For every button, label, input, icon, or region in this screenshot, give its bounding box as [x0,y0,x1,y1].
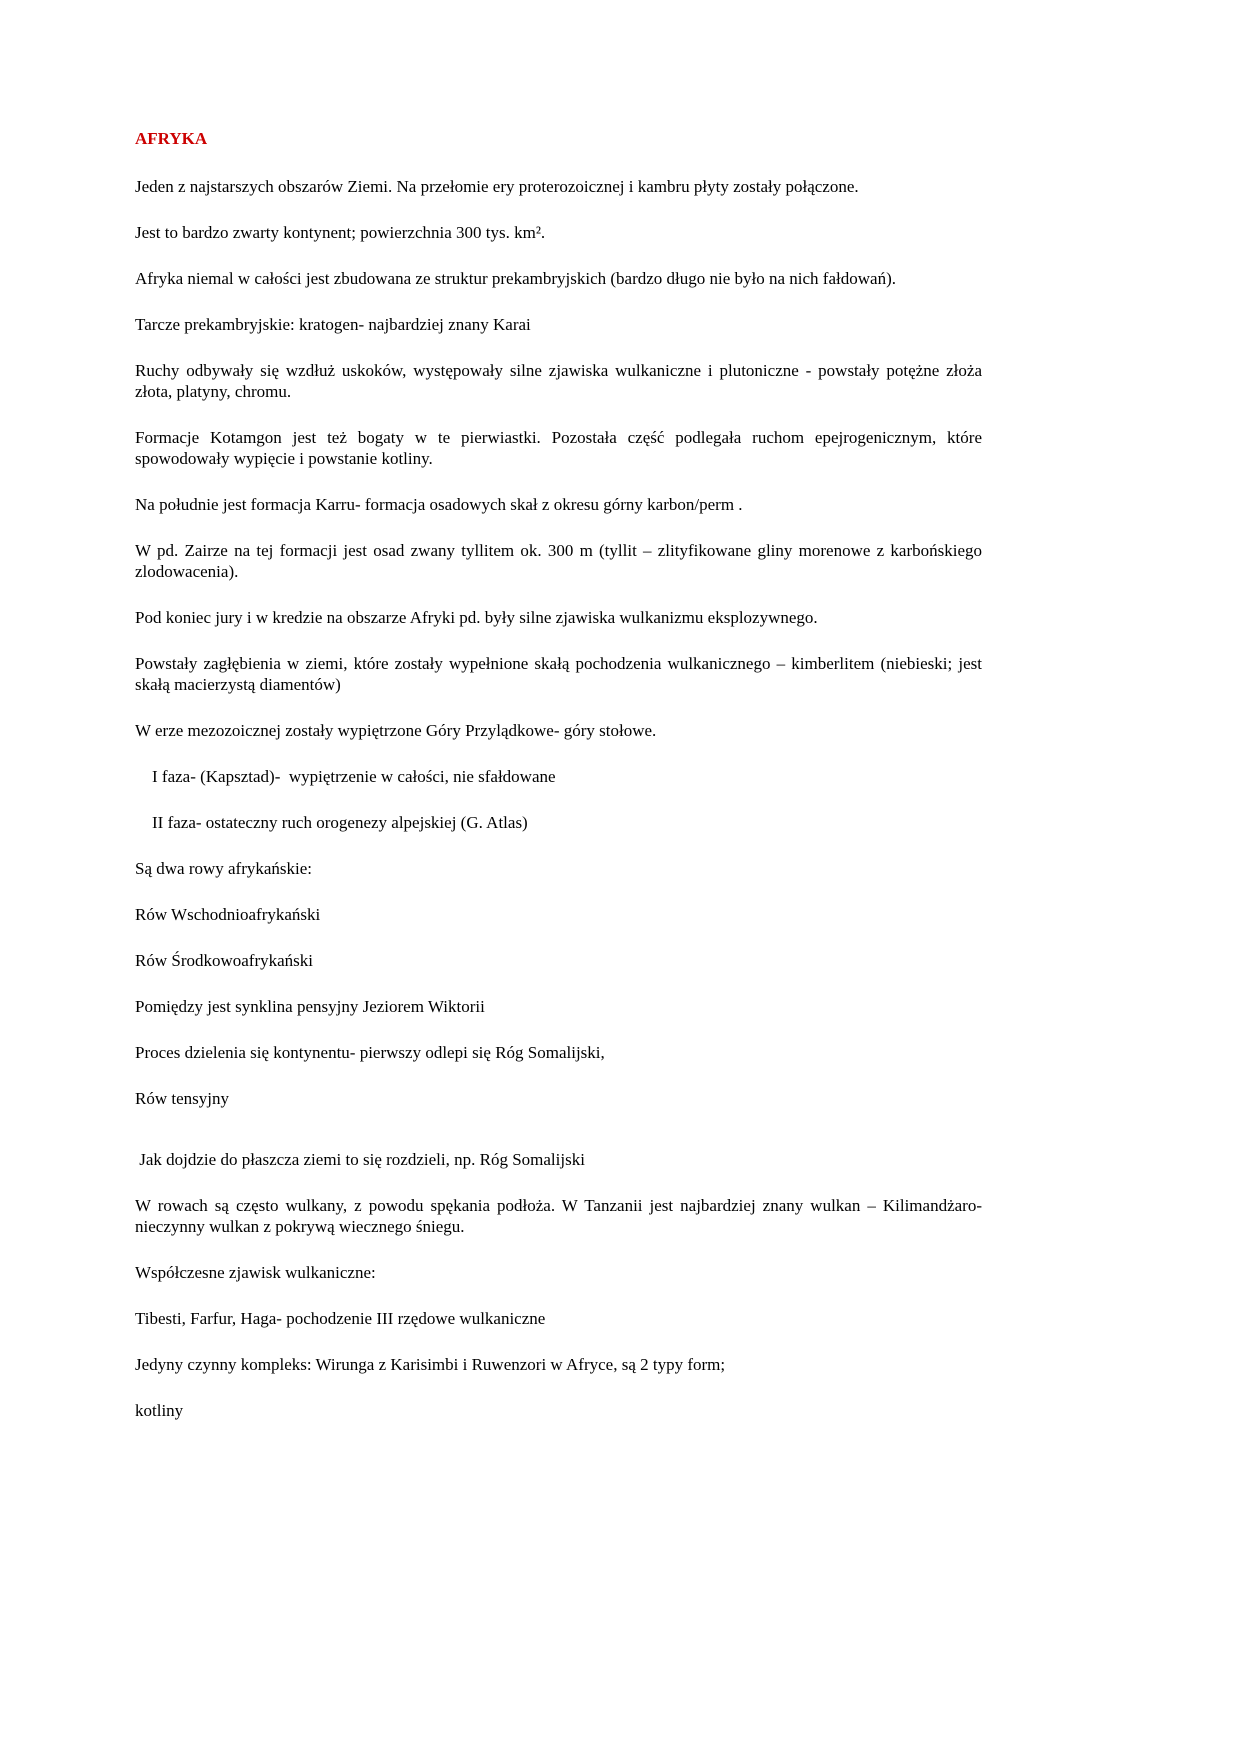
paragraph: Proces dzielenia się kontynentu- pierwszy odlepi się Róg Somalijski, [135,1043,605,1062]
paragraph: kotliny [135,1401,184,1420]
document-body [135,176,987,1421]
paragraph: Jeden z najstarszych obszarów Ziemi. Na przełomie ery proterozoicznej i kambru płyty zostały połączone. [135,177,859,196]
paragraph: Jedyny czynny kompleks: Wirunga z Karisimbi i Ruwenzori w Afryce, są 2 typy form; [135,1355,726,1374]
paragraph: Afryka niemal w całości jest zbudowana ze struktur prekambryjskich (bardzo długo nie było na nich fałdowań). [135,269,896,288]
paragraph: Tarcze prekambryjskie: kratogen- najbardziej znany Karai [135,315,531,334]
paragraph: Formacje Kotamgon jest też bogaty w te pierwiastki. Pozostała część podlegała ruchom epejrogenicznym, które spowodowały wypięcie i powstanie kotliny. [135,428,987,468]
paragraph: Powstały zagłębienia w ziemi, które zostały wypełnione skałą pochodzenia wulkanicznego – kimberlitem (niebieski; jest skałą macierzystą diamentów) [135,654,987,694]
paragraph: Rów Środkowoafrykański [135,951,314,970]
paragraph: W erze mezozoicznej zostały wypiętrzone Góry Przylądkowe- góry stołowe. [135,721,657,740]
paragraph: Rów tensyjny [135,1089,229,1108]
page-title: AFRYKA [135,129,208,148]
paragraph: W rowach są często wulkany, z powodu spękania podłoża. W Tanzanii jest najbardziej znany wulkan – Kilimandżaro- nieczynny wulkan z pokrywą wiecznego śniegu. [135,1196,987,1236]
paragraph: II faza- ostateczny ruch orogenezy alpejskiej (G. Atlas) [152,813,528,832]
paragraph: Pod koniec jury i w kredzie na obszarze Afryki pd. były silne zjawiska wulkanizmu eksplozywnego. [135,608,818,627]
paragraph: Na południe jest formacja Karru- formacja osadowych skał z okresu górny karbon/perm . [135,495,743,514]
paragraph: I faza- (Kapsztad)- wypiętrzenie w całości, nie sfałdowane [152,767,556,786]
paragraph: Jak dojdzie do płaszcza ziemi to się rozdzieli, np. Róg Somalijski [135,1150,585,1169]
paragraph: Współczesne zjawisk wulkaniczne: [135,1263,376,1282]
paragraph: Pomiędzy jest synklina pensyjny Jeziorem Wiktorii [135,997,485,1016]
paragraph: W pd. Zairze na tej formacji jest osad zwany tyllitem ok. 300 m (tyllit – zlityfikowane gliny morenowe z karbońskiego zlodowacenia). [135,541,987,581]
paragraph: Ruchy odbywały się wzdłuż uskoków, występowały silne zjawiska wulkaniczne i plutoniczne - powstały potężne złoża złota, platyny, chromu. [135,361,987,401]
paragraph: Są dwa rowy afrykańskie: [135,859,313,878]
paragraph: Rów Wschodnioafrykański [135,905,321,924]
paragraph: Jest to bardzo zwarty kontynent; powierzchnia 300 tys. km². [135,223,546,242]
paragraph: Tibesti, Farfur, Haga- pochodzenie III rzędowe wulkaniczne [135,1309,546,1328]
